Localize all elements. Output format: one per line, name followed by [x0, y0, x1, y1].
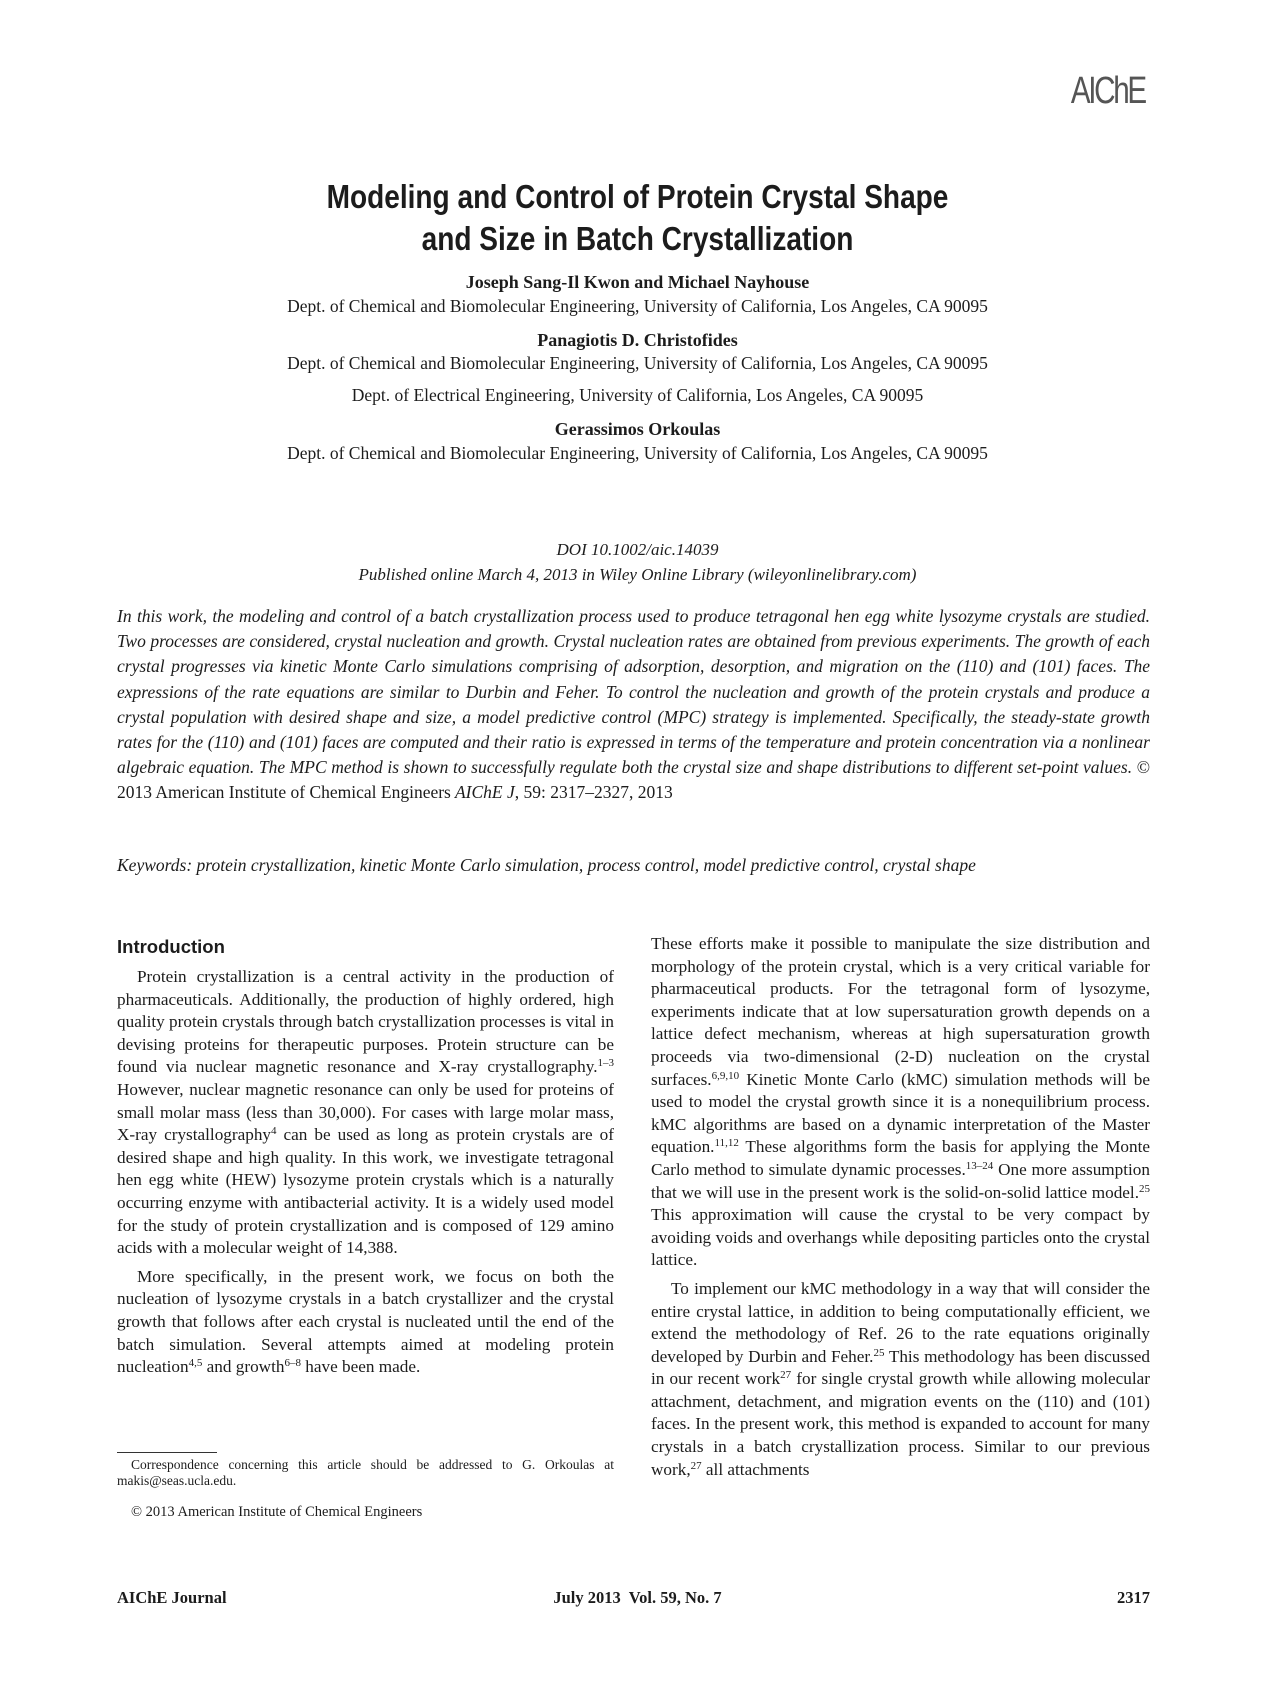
footer-issue: July 2013 Vol. 59, No. 7 [553, 1588, 722, 1607]
abstract [117, 604, 1150, 806]
footer-journal: AIChE Journal [117, 1588, 227, 1607]
abstract-text: In this work, the modeling and control of a batch crystallization process used to produce tetragonal hen egg white lysozyme crystals are studied. Two processes are considered, crystal nucleation and growth. Crystal nucleation rates are obtained from previous experiments. The growth of each crystal progresses via kinetic Monte Carlo simulations comprising of adsorption, desorption, and migration on the (110) and (101) faces. The expressions of the rate equations are similar to Durbin and Feher. To control the nucleation and growth of the protein crystals and produce a crystal population with desired shape and size, a model predictive control (MPC) strategy is implemented. Specifically, the steady-state growth rates for the (110) and (101) faces are computed and their ratio is expressed in terms of the temperature and protein concentration via a nonlinear algebraic equation. The MPC method is shown to successfully regulate both the crystal size and shape distributions to different set-point values. [117, 606, 1150, 778]
text: However, nuclear magnetic resonance can only be used for proteins of small molar mass (less than 30,000). For cases with large molar mass, X-ray crystallography [117, 1079, 614, 1145]
journal-logo: AIChE [1071, 70, 1145, 112]
citation-ref: 25 [1139, 1182, 1150, 1195]
published-online: Published online March 4, 2013 in Wiley Online Library (wileyonlinelibrary.com) [358, 565, 917, 584]
author-affiliation: Dept. of Electrical Engineering, University of California, Los Angeles, CA 90095 [351, 385, 924, 405]
text: These efforts make it possible to manipulate the size distribution and morphology of the protein crystal, which is a very critical variable for pharmaceutical products. For the tetragonal form of lysozyme, experiments indicate that at low supersaturation growth depends on a lattice defect mechanism, whereas at high supersaturation growth proceeds via two-dimensional (2-D) nucleation on the crystal surfaces. [651, 934, 1150, 1089]
citation-ref: 11,12 [714, 1137, 739, 1150]
title-line-1: Modeling and Control of Protein Crystal Shape [326, 178, 949, 215]
paper-title [0, 176, 1275, 260]
page-number: 2317 [1117, 1588, 1150, 1607]
author-names: Gerassimos Orkoulas [554, 419, 721, 439]
abstract-journal: AIChE J [454, 782, 515, 803]
citation-ref: 4,5 [188, 1357, 203, 1370]
abstract-citation: , 59: 2317–2327, 2013 [514, 782, 673, 803]
author-affiliation: Dept. of Chemical and Biomolecular Engineering, University of California, Los Angeles, CA 90095 [287, 443, 988, 463]
paragraph [117, 1266, 614, 1379]
keywords: Keywords: protein crystallization, kinetic Monte Carlo simulation, process control, model predictive control, crystal shape [117, 855, 976, 875]
text: can be used as long as protein crystals are of desired shape and high quality. In this work, we investigate tetragonal hen egg white (HEW) lysozyme protein crystals which is a naturally occurring enzyme with antibacterial activity. It is a widely used model for the study of protein crystallization and is composed of 129 amino acids with a molecular weight of 14,388. [117, 1125, 614, 1258]
citation-ref: 27 [780, 1369, 792, 1382]
paragraph [651, 1278, 1150, 1481]
author-affiliation: Dept. of Chemical and Biomolecular Engineering, University of California, Los Angeles, CA 90095 [287, 296, 988, 316]
text: This methodology has been discussed in our recent work [651, 1346, 1151, 1389]
text: and growth [202, 1357, 285, 1377]
text: all attachments [701, 1459, 810, 1479]
citation-ref: 6–8 [284, 1357, 301, 1370]
right-column [651, 933, 1150, 1481]
publication-info [0, 537, 1275, 587]
text: Kinetic Monte Carlo (kMC) simulation methods will be used to model the crystal growth since it is a nonequilibrium process. kMC algorithms are based on a dynamic interpretation of the Master equation. [651, 1069, 1150, 1157]
paragraph [651, 933, 1150, 1272]
correspondence-footnote: Correspondence concerning this article should be addressed to G. Orkoulas at makis@seas.ucla.edu. [117, 1457, 614, 1488]
citation-ref: 1–3 [597, 1057, 614, 1070]
paragraph [117, 966, 614, 1260]
footnote-rule [117, 1452, 217, 1453]
citation-ref: 13–24 [965, 1159, 994, 1172]
citation-ref: 4 [271, 1125, 277, 1138]
text: for single crystal growth while allowing molecular attachment, detachment, and migration events on the (110) and (101) faces. In the present work, this method is expanded to account for many crystals in a batch crystallization process. Similar to our previous work, [651, 1369, 1150, 1479]
author-affiliation: Dept. of Chemical and Biomolecular Engineering, University of California, Los Angeles, CA 90095 [287, 353, 988, 373]
abstract-copyright: © 2013 American Institute of Chemical Engineers [117, 757, 1151, 803]
section-heading: Introduction [117, 936, 225, 957]
text: have been made. [300, 1357, 421, 1377]
text: Protein crystallization is a central activity in the production of pharmaceuticals. Additionally, the production of highly ordered, high quality protein crystals through batch crystallization processes is vital in devising proteins for therapeutic purposes. Protein structure can be found via nuclear magnetic resonance and X-ray crystallography. [117, 967, 614, 1077]
citation-ref: 6,9,10 [711, 1069, 740, 1082]
citation-ref: 25 [873, 1346, 885, 1359]
text: This approximation will cause the crystal to be very compact by avoiding voids and overhangs while depositing particles onto the crystal lattice. [651, 1205, 1150, 1270]
text: These algorithms form the basis for applying the Monte Carlo method to simulate dynamic processes. [651, 1137, 1150, 1179]
citation-ref: 27 [690, 1459, 702, 1472]
author-names: Panagiotis D. Christofides [537, 330, 738, 350]
title-line-2: and Size in Batch Crystallization [421, 220, 854, 257]
footnote-copyright: © 2013 American Institute of Chemical Engineers [131, 1504, 423, 1520]
text: One more assumption that we will use in the present work is the solid-on-solid lattice model. [651, 1159, 1150, 1202]
doi: DOI 10.1002/aic.14039 [556, 540, 719, 559]
text: More specifically, in the present work, we focus on both the nucleation of lysozyme crystals in a batch crystallizer and the crystal growth that follows after each crystal is nucleated until the end of the batch simulation. Several attempts aimed at modeling protein nucleation [117, 1266, 614, 1377]
author-names: Joseph Sang-Il Kwon and Michael Nayhouse [465, 272, 810, 292]
text: To implement our kMC methodology in a way that will consider the entire crystal lattice, in addition to being computationally efficient, we extend the methodology of Ref. 26 to the rate equations originally developed by Durbin and Feher. [651, 1278, 1150, 1366]
left-column [117, 966, 614, 1379]
